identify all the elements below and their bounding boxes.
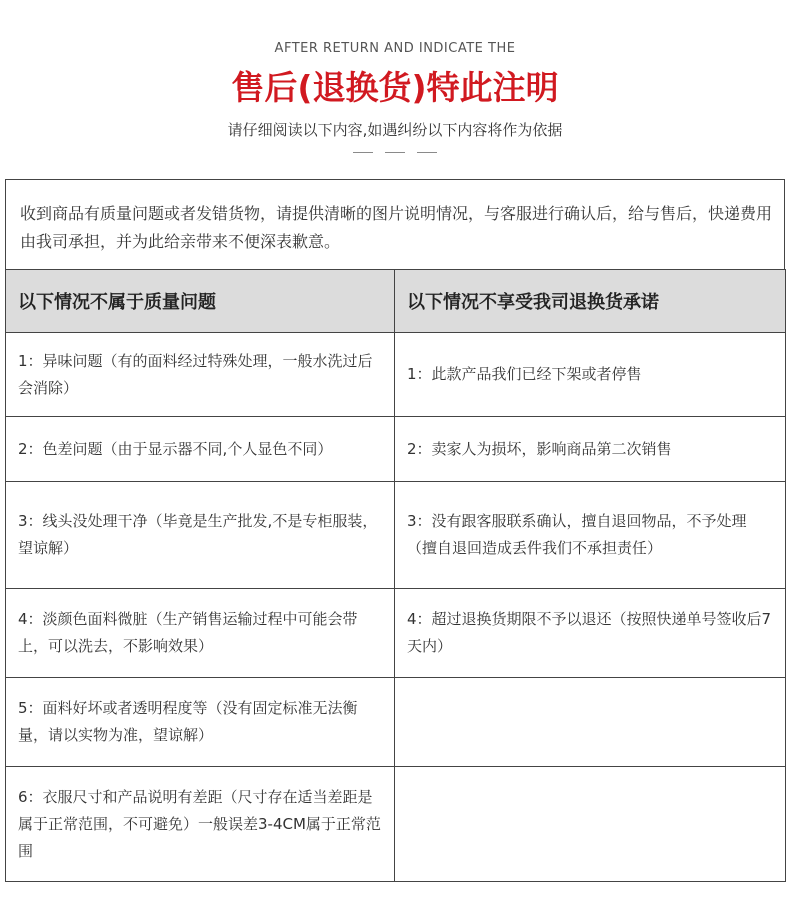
table-header-row: [6, 270, 786, 333]
table-cell-right: 4：超过退换货期限不予以退还（按照快递单号签收后7天内）: [395, 589, 786, 678]
table-cell-left: 1：异味问题（有的面料经过特殊处理，一般水洗过后会消除）: [6, 333, 395, 417]
table-cell-right: 3：没有跟客服联系确认，擅自退回物品，不予处理（擅自退回造成丢件我们不承担责任）: [395, 482, 786, 589]
table-cell-left: 6：衣服尺寸和产品说明有差距（尺寸存在适当差距是属于正常范围，不可避免）一般误差3-4CM属于正常范围: [6, 767, 395, 882]
dash-divider: [385, 152, 405, 153]
header-not-quality-issue: 以下情况不属于质量问题: [6, 270, 395, 333]
table-cell-right: [395, 678, 786, 767]
dash-divider: [353, 152, 373, 153]
table-cell-right: 2：卖家人为损坏，影响商品第二次销售: [395, 417, 786, 482]
page-title: 售后(退换货)特此注明: [231, 68, 559, 107]
table-cell-left: 2：色差问题（由于显示器不同,个人显色不同）: [6, 417, 395, 482]
notice-text: 收到商品有质量问题或者发错货物，请提供清晰的图片说明情况，与客服进行确认后，给与售后，快递费用由我司承担，并为此给亲带来不便深表歉意。: [20, 204, 773, 251]
decorative-dashes: [0, 152, 790, 153]
table-row: [6, 482, 786, 589]
english-subtitle: AFTER RETURN AND INDICATE THE: [274, 41, 516, 56]
table-cell-right: [395, 767, 786, 882]
dash-divider: [417, 152, 437, 153]
table-row: [6, 589, 786, 678]
header-no-return-promise: 以下情况不享受我司退换货承诺: [395, 270, 786, 333]
table-cell-right: 1：此款产品我们已经下架或者停售: [395, 333, 786, 417]
table-row: [6, 678, 786, 767]
table-cell-left: 3：线头没处理干净（毕竟是生产批发,不是专柜服装，望谅解）: [6, 482, 395, 589]
rules-table: [5, 269, 786, 882]
page-header: [0, 0, 790, 180]
table-cell-left: 4：淡颜色面料微脏（生产销售运输过程中可能会带上，可以洗去，不影响效果）: [6, 589, 395, 678]
table-row: [6, 767, 786, 882]
table-row: [6, 417, 786, 482]
table-row: [6, 333, 786, 417]
chinese-subtitle: 请仔细阅读以下内容,如遇纠纷以下内容将作为依据: [227, 121, 563, 139]
notice-box: [5, 179, 785, 269]
table-cell-left: 5：面料好坏或者透明程度等（没有固定标准无法衡量，请以实物为准，望谅解）: [6, 678, 395, 767]
